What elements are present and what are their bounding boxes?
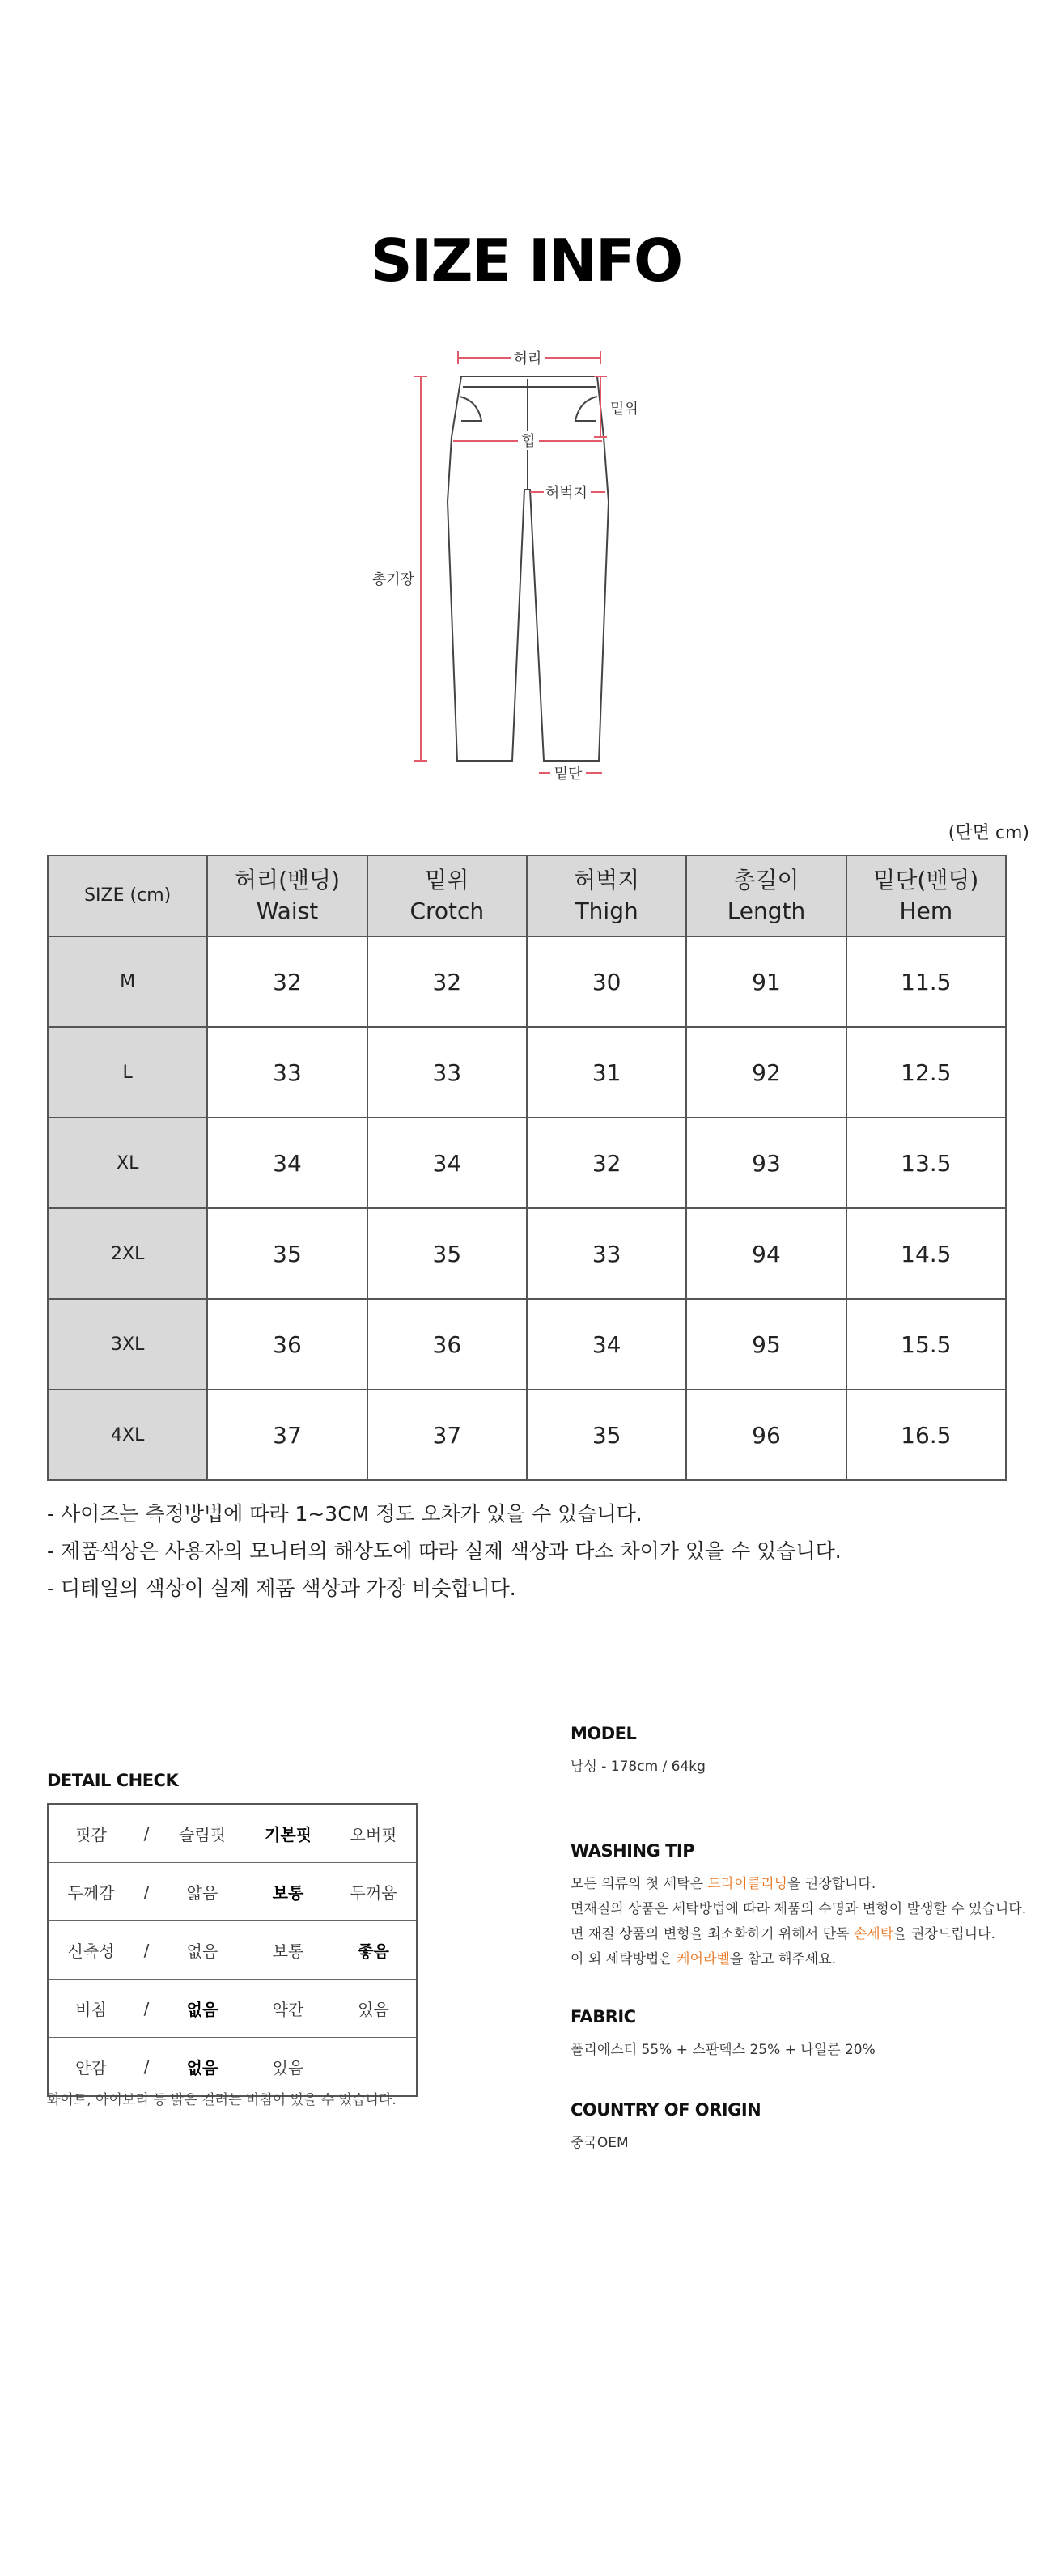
table-row [48,1208,1006,1299]
detail-check-title: DETAIL CHECK [47,1771,179,1790]
detail-option-selected: 없음 [186,2058,218,2077]
separator: / [134,1921,159,1980]
fabric-title: FABRIC [571,2007,636,2026]
detail-label: 신축성 [48,1921,134,1980]
crotch-cell: 37 [367,1390,527,1480]
hem-cell: 12.5 [846,1027,1006,1118]
note-item: - 디테일의 색상이 실제 제품 색상과 가장 비슷합니다. [47,1577,516,1600]
length-cell: 96 [686,1390,846,1480]
detail-option: 슬림핏 [159,1804,245,1863]
detail-check-note: 화이트, 아이보리 등 밝은 컬러는 비침이 있을 수 있습니다. [47,2092,397,2108]
header-hem: 밑단(밴딩) Hem [846,855,1006,936]
note-item: - 사이즈는 측정방법에 따라 1~3CM 정도 오차가 있을 수 있습니다. [47,1502,643,1526]
crotch-cell: 35 [367,1208,527,1299]
detail-option-selected: 없음 [159,1980,245,2038]
crotch-cell: 32 [367,936,527,1027]
size-cell: XL [48,1118,207,1208]
hem-cell: 13.5 [846,1118,1006,1208]
highlight-text: 손세탁 [853,1926,894,1942]
separator: / [134,1804,159,1863]
washing-section [571,1841,1026,1972]
length-cell: 91 [686,936,846,1027]
hem-cell: 15.5 [846,1299,1006,1390]
detail-option: 오버핏 [331,1804,417,1863]
hem-cell: 16.5 [846,1390,1006,1480]
washing-line: 이 외 세탁방법은 케어라벨을 참고 해주세요. [571,1951,837,1967]
table-row [48,1118,1006,1208]
detail-option: 보통 [245,1921,331,1980]
origin-title: COUNTRY OF ORIGIN [571,2100,761,2120]
waist-cell: 36 [207,1299,367,1390]
model-section [571,1724,706,1780]
washing-text [571,1872,1026,1972]
waist-cell: 34 [207,1118,367,1208]
detail-option-selected: 기본핏 [245,1804,331,1863]
length-label: 총기장 [371,571,414,588]
pants-measurement-diagram [0,340,1052,793]
washing-title: WASHING TIP [571,1841,695,1861]
size-table [47,855,1007,1481]
detail-row-fit [48,1804,417,1863]
detail-row-thickness [48,1863,417,1921]
note-item: - 제품색상은 사용자의 모니터의 해상도에 따라 실제 색상과 다소 차이가 있을 수 있습니다. [47,1539,842,1563]
detail-option: 두꺼움 [331,1863,417,1921]
detail-label: 두께감 [48,1863,134,1921]
length-cell: 94 [686,1208,846,1299]
detail-row-sheer [48,1980,417,2038]
washing-line: 면 재질 상품의 변형을 최소화하기 위해서 단독 손세탁을 권장드립니다. [571,1926,995,1942]
page-title: SIZE INFO [370,227,682,295]
detail-option-selected: 좋음 [331,1921,417,1980]
header-size: SIZE (cm) [48,855,207,936]
detail-option: 약간 [245,1980,331,2038]
header-length: 총길이 Length [686,855,846,936]
header-waist: 허리(밴딩) Waist [207,855,367,936]
thigh-cell: 31 [527,1027,686,1118]
origin-section [571,2100,761,2156]
separator: / [134,1863,159,1921]
length-cell: 95 [686,1299,846,1390]
size-cell: 4XL [48,1390,207,1480]
thigh-cell: 30 [527,936,686,1027]
separator: / [143,2056,150,2077]
fabric-section [571,2007,876,2063]
waist-cell: 32 [207,936,367,1027]
unit-note: (단면 cm) [948,823,1029,843]
size-notes [47,1496,842,1607]
thigh-label: 허벅지 [545,485,588,502]
detail-option: 얇음 [159,1863,245,1921]
detail-option-selected: 보통 [245,1863,331,1921]
washing-line: 면재질의 상품은 세탁방법에 따라 제품의 수명과 변형이 발생할 수 있습니다. [571,1901,1027,1917]
hem-label: 밑단 [554,766,583,783]
fabric-text: 폴리에스터 55% + 스판덱스 25% + 나일론 20% [571,2042,876,2058]
crotch-cell: 34 [367,1118,527,1208]
size-cell: 3XL [48,1299,207,1390]
waist-cell: 33 [207,1027,367,1118]
detail-label: 핏감 [48,1804,134,1863]
hem-cell: 14.5 [846,1208,1006,1299]
length-cell: 93 [686,1118,846,1208]
detail-row-stretch [48,1921,417,1980]
size-table-header [48,855,1006,936]
table-row [48,936,1006,1027]
crotch-cell: 33 [367,1027,527,1118]
length-cell: 92 [686,1027,846,1118]
crotch-cell: 36 [367,1299,527,1390]
detail-check-table [47,1803,418,2097]
waist-cell: 37 [207,1390,367,1480]
thigh-cell: 34 [527,1299,686,1390]
waist-label: 허리 [513,350,542,367]
separator: / [134,1980,159,2038]
table-row [48,1027,1006,1118]
crotch-label: 밑위 [610,401,638,418]
model-title: MODEL [571,1724,637,1743]
origin-text: 중국OEM [571,2135,629,2151]
detail-option: 없음 [159,1921,245,1980]
table-row [48,1299,1006,1390]
model-text: 남성 - 178cm / 64kg [571,1759,706,1775]
highlight-text: 케어라벨 [677,1951,730,1967]
size-cell: 2XL [48,1208,207,1299]
header-crotch: 밑위 Crotch [367,855,527,936]
hem-cell: 11.5 [846,936,1006,1027]
thigh-cell: 33 [527,1208,686,1299]
highlight-text: 드라이클리닝 [707,1876,787,1892]
detail-label: 비침 [48,1980,134,2038]
detail-option: 있음 [272,2058,304,2077]
thigh-cell: 35 [527,1390,686,1480]
header-thigh: 허벅지 Thigh [527,855,686,936]
waist-cell: 35 [207,1208,367,1299]
detail-option: 있음 [331,1980,417,2038]
thigh-cell: 32 [527,1118,686,1208]
table-row [48,1390,1006,1480]
size-cell: L [48,1027,207,1118]
size-cell: M [48,936,207,1027]
hip-label: 힙 [521,433,536,450]
detail-label: 안감 [75,2058,107,2077]
washing-line: 모든 의류의 첫 세탁은 드라이클리닝을 권장합니다. [571,1876,876,1892]
measure-lines [414,351,607,773]
